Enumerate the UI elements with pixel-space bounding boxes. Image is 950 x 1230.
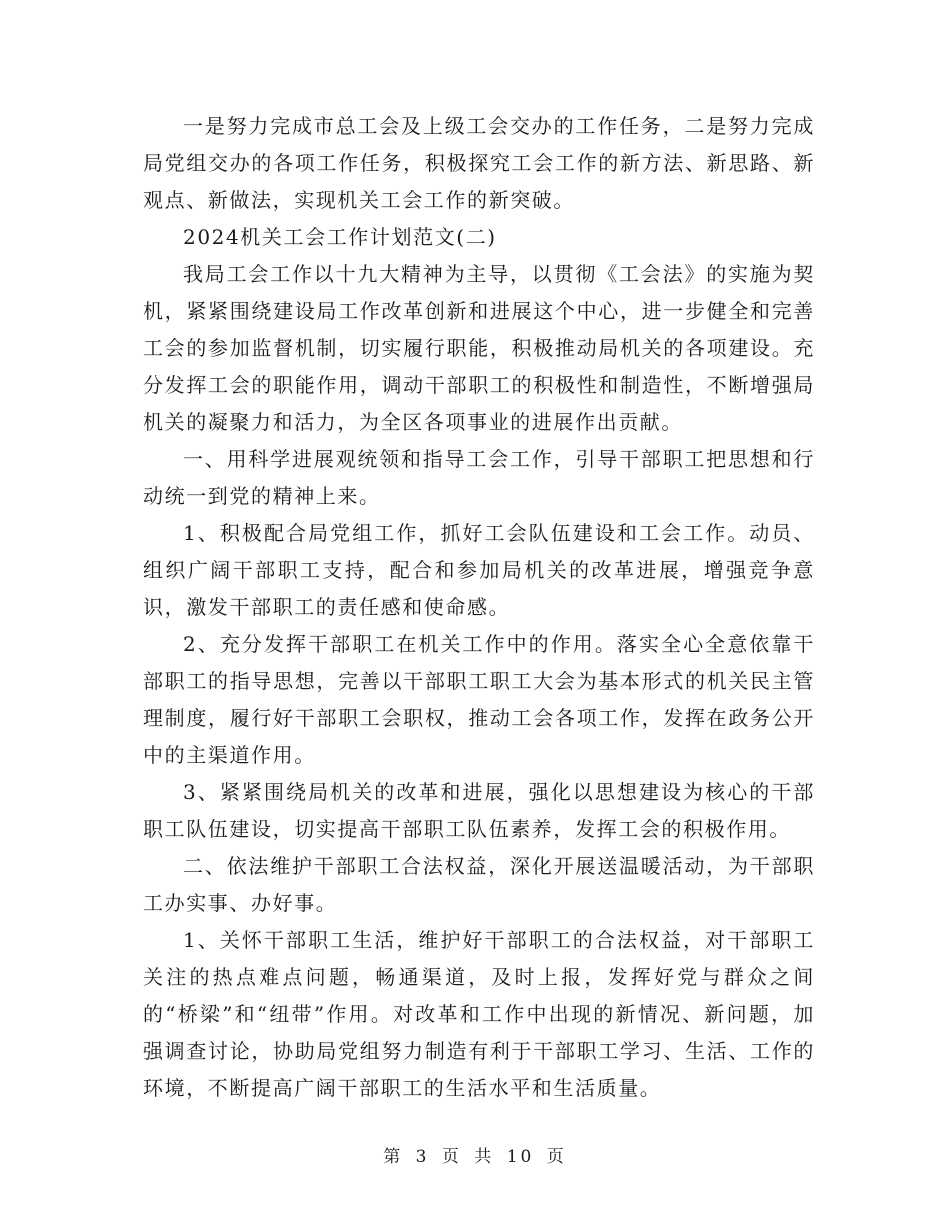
paragraph-5: 2、充分发挥干部职工在机关工作中的作用。落实全心全意依靠干部职工的指导思想，完善以干部职工职工大会为基本形式的机关民主管理制度，履行好干部职工会职权，推动工会各项工作，发挥在政务公开中的主渠道作用。: [143, 632, 815, 767]
paragraph-6: 3、紧紧围绕局机关的改革和进展，强化以思想建设为核心的干部职工队伍建设，切实提高干部职工队伍素养，发挥工会的积极作用。: [143, 780, 815, 841]
section-heading: 2024机关工会工作计划范文(二): [183, 225, 497, 249]
paragraph-3: 一、用科学进展观统领和指导工会工作，引导干部职工把思想和行动统一到党的精神上来。: [143, 447, 815, 508]
paragraph-8: 1、关怀干部职工生活，维护好干部职工的合法权益，对干部职工关注的热点难点问题，畅通渠道，及时上报，发挥好党与群众之间的“桥梁”和“纽带”作用。对改革和工作中出现的新情况、新问题，加强调查讨论，协助局党组努力制造有利于干部职工学习、生活、工作的环境，不断提高广阔干部职工的生活水平和生活质量。: [143, 928, 815, 1100]
paragraph-4: 1、积极配合局党组工作，抓好工会队伍建设和工会工作。动员、组织广阔干部职工支持，配合和参加局机关的改革进展，增强竞争意识，激发干部职工的责任感和使命感。: [143, 521, 815, 619]
page-number-footer: 第 3 页 共 10 页: [383, 1147, 567, 1167]
paragraph-1: 一是努力完成市总工会及上级工会交办的工作任务，二是努力完成局党组交办的各项工作任务，积极探究工会工作的新方法、新思路、新观点、新做法，实现机关工会工作的新突破。: [143, 114, 815, 212]
document-body: [143, 108, 815, 1107]
paragraph-7: 二、依法维护干部职工合法权益，深化开展送温暖活动，为干部职工办实事、办好事。: [143, 854, 815, 915]
paragraph-2: 我局工会工作以十九大精神为主导，以贯彻《工会法》的实施为契机，紧紧围绕建设局工作改革创新和进展这个中心，进一步健全和完善工会的参加监督机制，切实履行职能，积极推动局机关的各项建设。充分发挥工会的职能作用，调动干部职工的积极性和制造性，不断增强局机关的凝聚力和活力，为全区各项事业的进展作出贡献。: [143, 262, 815, 434]
